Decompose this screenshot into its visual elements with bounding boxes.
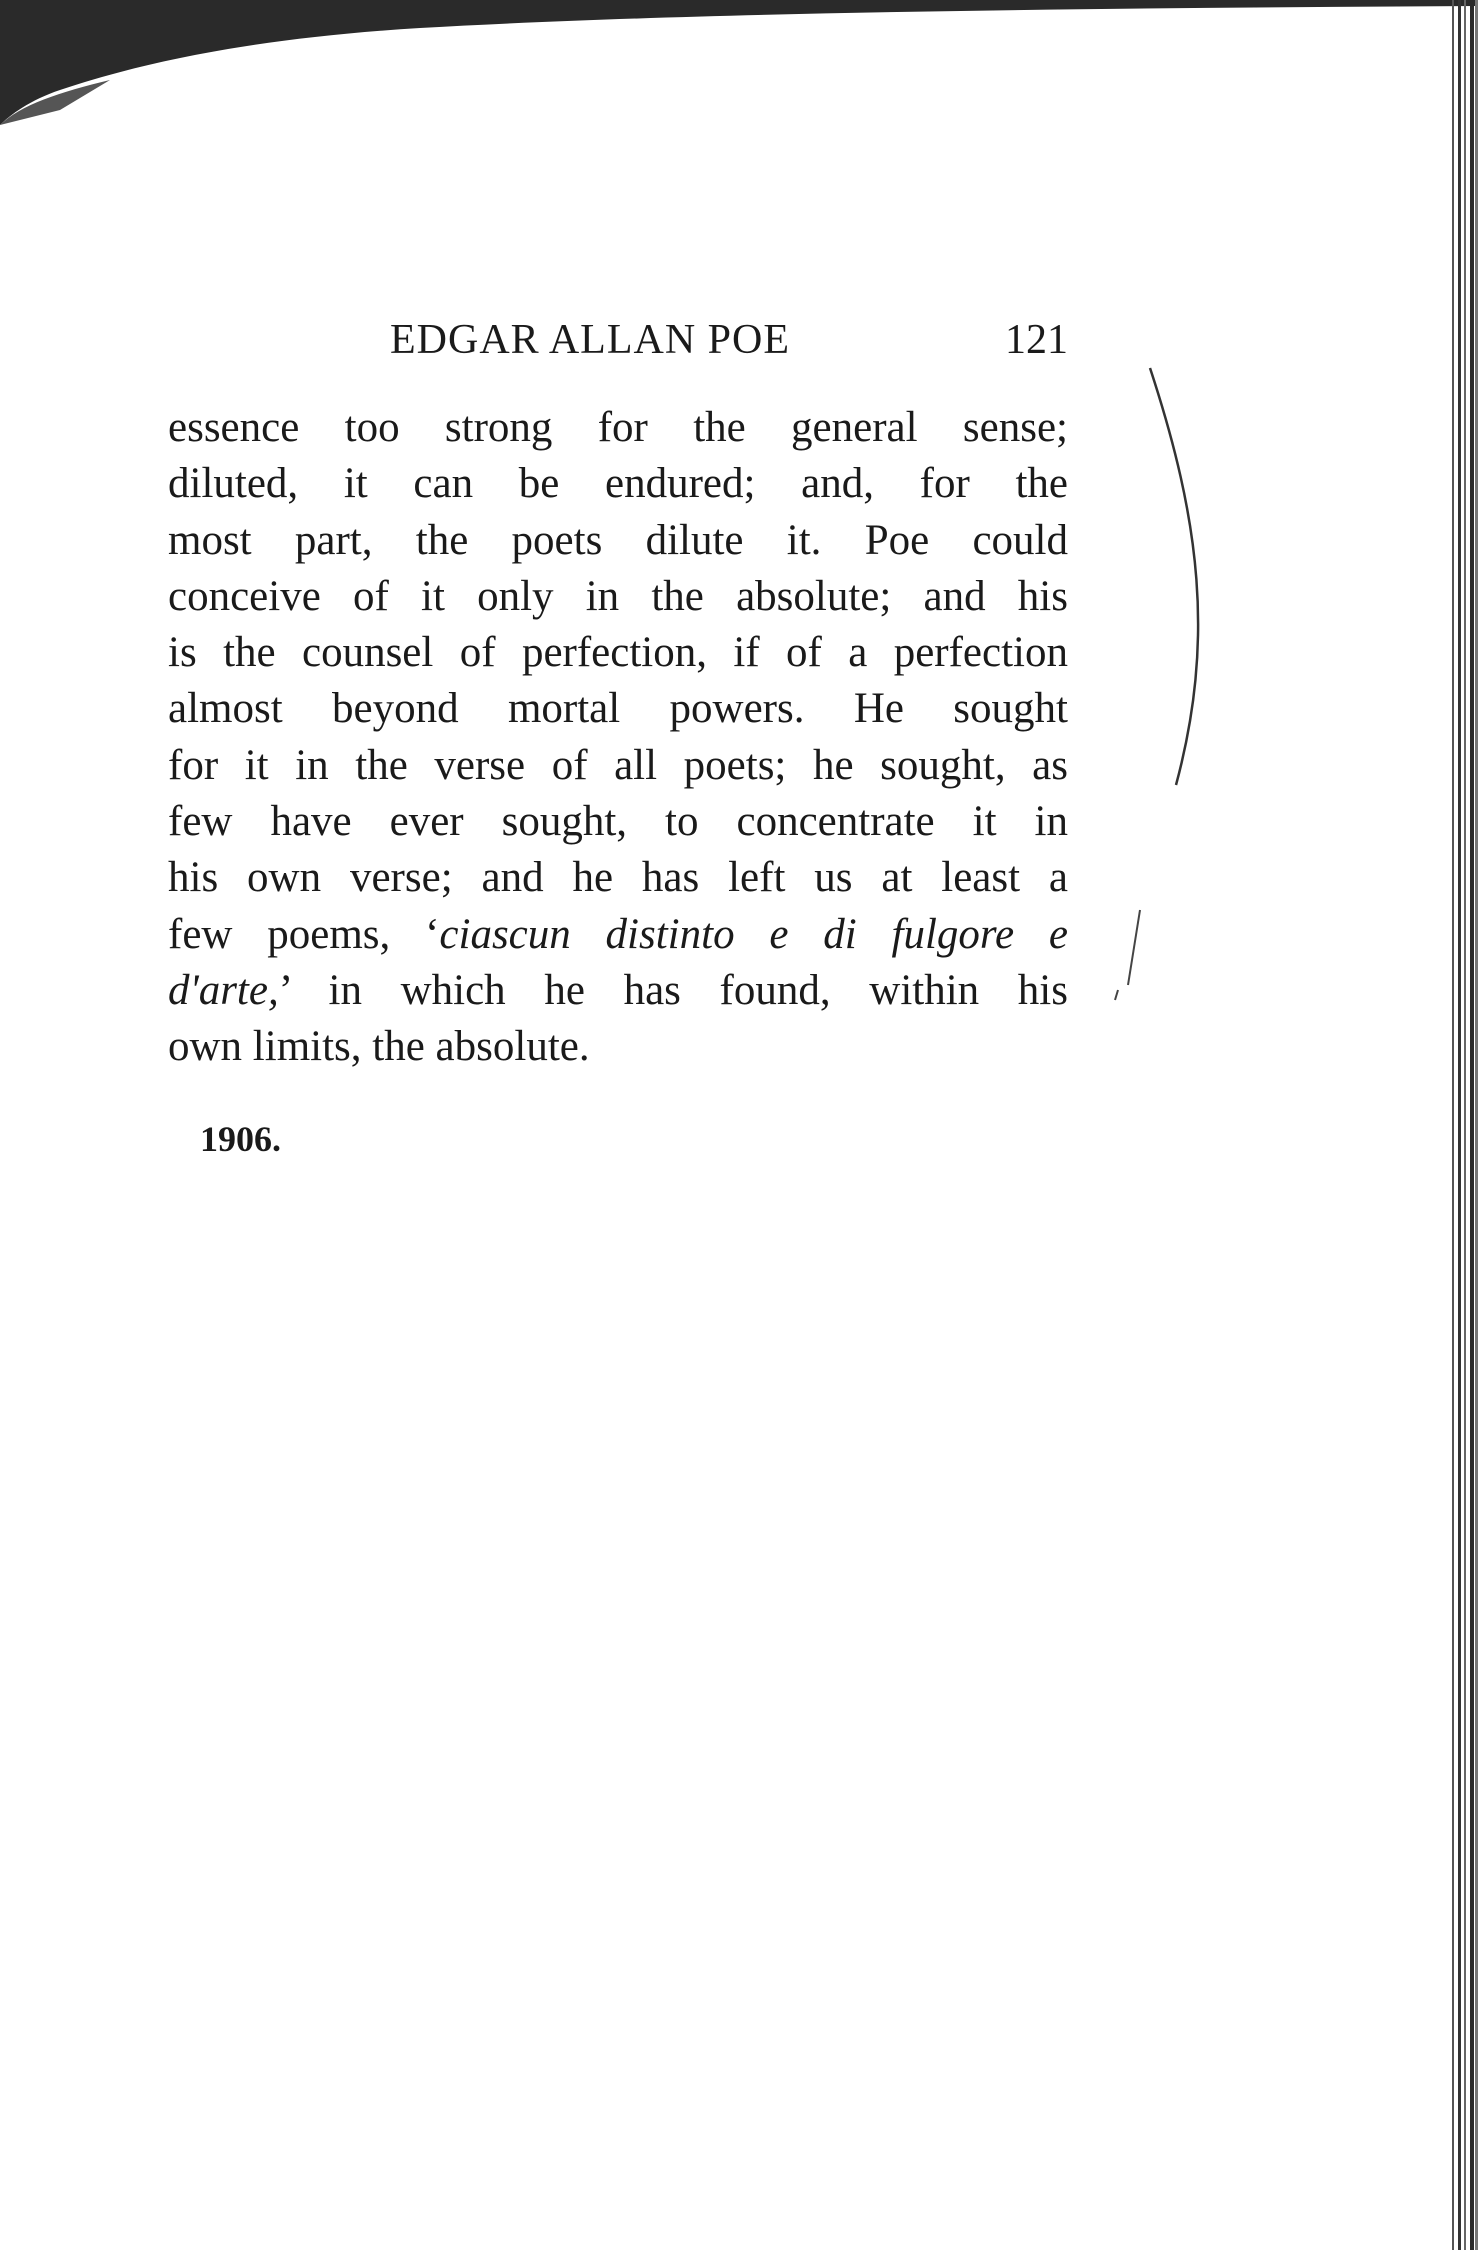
text-line: is the counsel of perfection, if of a perfection bbox=[168, 629, 1068, 677]
text-line: few have ever sought, to concentrate it in bbox=[168, 798, 1068, 846]
italian-quotation-end: d'arte, bbox=[168, 966, 279, 1014]
quote-continuation: ’ in which he has found, within his bbox=[278, 966, 1068, 1014]
text-line: his own verse; and he has left us at least a bbox=[168, 854, 1068, 902]
body-paragraph bbox=[168, 400, 1068, 1076]
page-edge-right bbox=[1452, 0, 1478, 2250]
scan-shadow-top-left bbox=[0, 0, 1478, 140]
page-number: 121 bbox=[1005, 317, 1068, 363]
text-line-final: own limits, the absolute. bbox=[168, 1023, 590, 1071]
quote-lead-in: few poems, ‘ bbox=[168, 910, 440, 958]
text-line: conceive of it only in the absolute; and his bbox=[168, 572, 1068, 620]
text-line: almost beyond mortal powers. He sought bbox=[168, 685, 1068, 733]
text-line: essence too strong for the general sense; bbox=[168, 404, 1068, 451]
text-line-with-quote-end bbox=[168, 963, 1068, 1019]
running-head: EDGAR ALLAN POE bbox=[390, 317, 790, 363]
text-line: most part, the poets dilute it. Poe could bbox=[168, 516, 1068, 564]
text-line: diluted, it can be endured; and, for the bbox=[168, 460, 1068, 508]
text-line-with-quote bbox=[168, 907, 1068, 963]
text-line: for it in the verse of all poets; he sought, as bbox=[168, 741, 1068, 789]
essay-date: 1906. bbox=[200, 1119, 281, 1159]
italian-quotation: ciascun distinto e di fulgore e bbox=[439, 910, 1069, 958]
page-header bbox=[168, 316, 1068, 376]
